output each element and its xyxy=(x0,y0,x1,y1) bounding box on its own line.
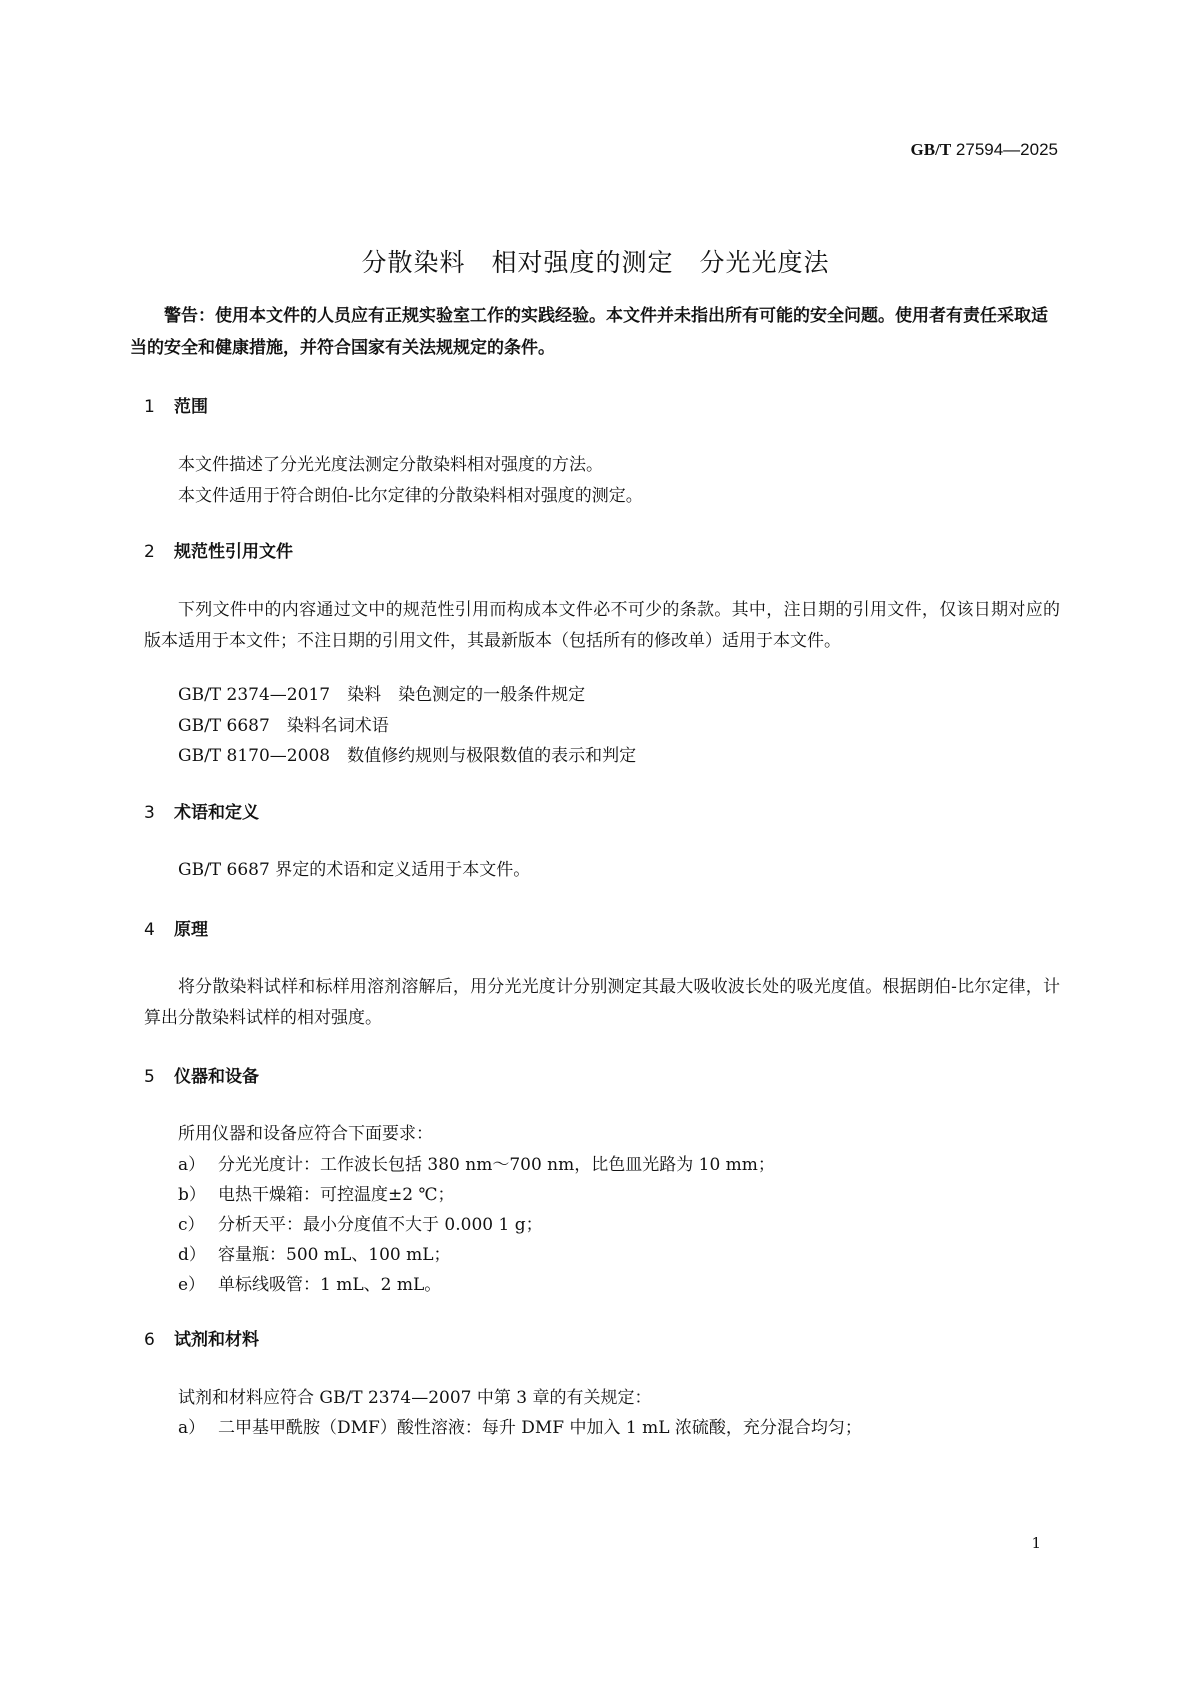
list-item: b） 电热干燥箱：可控温度±2 ℃； xyxy=(178,1185,455,1205)
reference-item: GB/T 6687 染料名词术语 xyxy=(178,716,389,736)
reference-item: GB/T 8170—2008 数值修约规则与极限数值的表示和判定 xyxy=(178,746,637,766)
document-title: 分散染料 相对强度的测定 分光光度法 xyxy=(361,248,830,277)
list-item: a） 分光光度计：工作波长包括 380 nm～700 nm，比色皿光路为 10 mm； xyxy=(178,1155,775,1175)
section-6-heading: 6 试剂和材料 xyxy=(144,1330,259,1350)
section-5-heading: 5 仪器和设备 xyxy=(144,1067,259,1087)
section-1-heading: 1 范围 xyxy=(144,397,208,417)
list-item: a） 二甲基甲酰胺（DMF）酸性溶液：每升 DMF 中加入 1 mL 浓硫酸，充分混合均匀； xyxy=(178,1418,862,1438)
section-3-line-1: GB/T 6687 界定的术语和定义适用于本文件。 xyxy=(178,860,531,880)
page-number: 1 xyxy=(1031,1534,1041,1552)
section-2-paragraph: 下列文件中的内容通过文中的规范性引用而构成本文件必不可少的条款。其中，注日期的引用文件，仅该日期对应的版本适用于本文件；不注日期的引用文件，其最新版本（包括所有的修改单）适用于本文件。 xyxy=(144,600,1060,651)
section-2-heading: 2 规范性引用文件 xyxy=(144,542,293,562)
section-6-intro: 试剂和材料应符合 GB/T 2374—2007 中第 3 章的有关规定： xyxy=(178,1388,652,1408)
standard-number: GB/T 27594—2025 xyxy=(910,140,1058,159)
reference-item: GB/T 2374—2017 染料 染色测定的一般条件规定 xyxy=(178,685,586,705)
section-1-line-1: 本文件描述了分光光度法测定分散染料相对强度的方法。 xyxy=(178,455,603,475)
section-5-intro: 所用仪器和设备应符合下面要求： xyxy=(178,1124,433,1144)
list-item: d） 容量瓶：500 mL、100 mL； xyxy=(178,1245,451,1265)
section-4-paragraph: 将分散染料试样和标样用溶剂溶解后，用分光光度计分别测定其最大吸收波长处的吸光度值。根据朗伯-比尔定律，计算出分散染料试样的相对强度。 xyxy=(144,977,1060,1028)
section-4-heading: 4 原理 xyxy=(144,920,208,940)
warning-paragraph: 警告：使用本文件的人员应有正规实验室工作的实践经验。本文件并未指出所有可能的安全问题。使用者有责任采取适当的安全和健康措施，并符合国家有关法规规定的条件。 xyxy=(130,306,1048,358)
list-item: e） 单标线吸管：1 mL、2 mL。 xyxy=(178,1275,442,1295)
list-item: c） 分析天平：最小分度值不大于 0.000 1 g； xyxy=(178,1215,543,1235)
section-1-line-2: 本文件适用于符合朗伯-比尔定律的分散染料相对强度的测定。 xyxy=(178,486,643,506)
section-3-heading: 3 术语和定义 xyxy=(144,803,259,823)
